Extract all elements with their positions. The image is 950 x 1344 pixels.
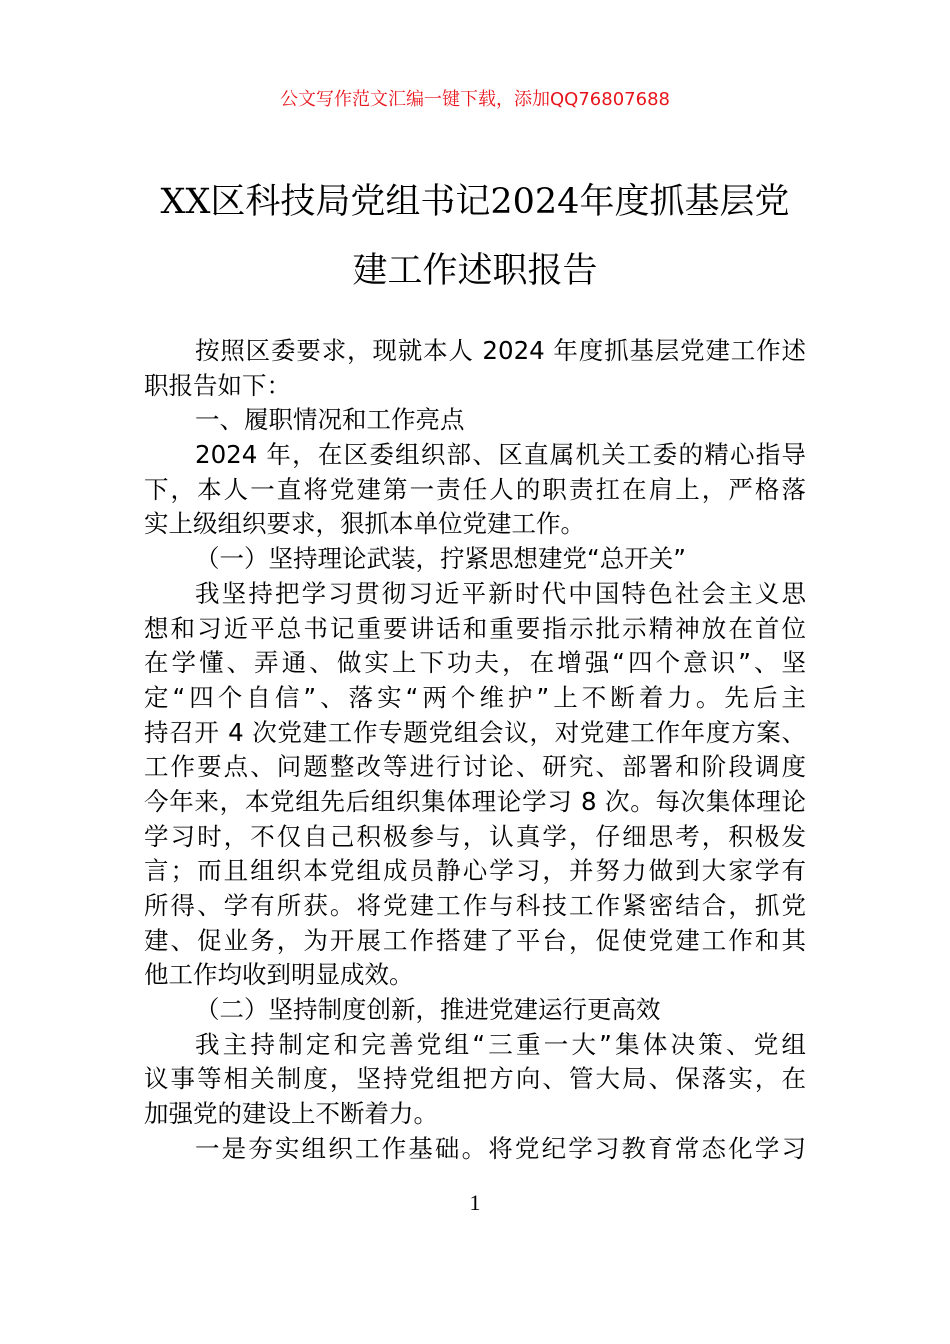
body-text-line: （一）坚持理论武装，拧紧思想建党“总开关” xyxy=(195,544,686,574)
body-text-line: 想和习近平总书记重要讲话和重要指示批示精神放在首位 xyxy=(144,613,806,643)
body-text-line: 下，本人一直将党建第一责任人的职责扛在肩上，严格落 xyxy=(144,474,806,504)
watermark-header: 公文写作范文汇编一键下载，添加QQ76807688 xyxy=(280,89,670,110)
body-text-line: 持召开 4 次党建工作专题党组会议，对党建工作年度方案、 xyxy=(144,717,806,747)
body-text-line: 定“四个自信”、落实“两个维护”上不断着力。先后主 xyxy=(144,682,806,712)
body-text-line: 我坚持把学习贯彻习近平新时代中国特色社会主义思 xyxy=(195,578,806,608)
document-title-line-1: XX区科技局党组书记2024年度抓基层党 xyxy=(160,182,790,222)
document-body xyxy=(144,334,806,1167)
body-text-line: 在学懂、弄通、做实上下功夫，在增强“四个意识”、坚 xyxy=(144,648,806,678)
body-text-line: 一是夯实组织工作基础。将党纪学习教育常态化学习 xyxy=(195,1133,806,1163)
body-text-line: 加强党的建设上不断着力。 xyxy=(144,1099,438,1129)
body-text-line: 实上级组织要求，狠抓本单位党建工作。 xyxy=(144,509,585,539)
body-text-line: 他工作均收到明显成效。 xyxy=(144,960,414,990)
body-text-line: 建、促业务，为开展工作搭建了平台，促使党建工作和其 xyxy=(144,925,806,955)
body-text-line: 所得、学有所获。将党建工作与科技工作紧密结合，抓党 xyxy=(144,891,806,920)
body-text-line: 2024 年，在区委组织部、区直属机关工委的精心指导 xyxy=(195,440,806,470)
body-text-line: 职报告如下： xyxy=(144,370,291,400)
body-text-line: 一、履职情况和工作亮点 xyxy=(195,405,465,435)
body-text-line: 我主持制定和完善党组“三重一大”集体决策、党组 xyxy=(195,1029,806,1059)
body-text-line: 工作要点、问题整改等进行讨论、研究、部署和阶段调度 xyxy=(144,752,806,782)
document-title-line-2: 建工作述职报告 xyxy=(352,251,598,291)
body-text-line: 学习时，不仅自己积极参与，认真学，仔细思考，积极发 xyxy=(144,821,806,851)
body-text-line: 按照区委要求，现就本人 2024 年度抓基层党建工作述 xyxy=(195,336,806,365)
page-number: 1 xyxy=(469,1190,481,1215)
body-text-line: 言；而且组织本党组成员静心学习，并努力做到大家学有 xyxy=(144,856,806,886)
body-text-line: 议事等相关制度，坚持党组把方向、管大局、保落实，在 xyxy=(144,1064,806,1094)
body-text-line: 今年来，本党组先后组织集体理论学习 8 次。每次集体理论 xyxy=(144,786,806,816)
body-text-line: （二）坚持制度创新，推进党建运行更高效 xyxy=(195,995,661,1025)
